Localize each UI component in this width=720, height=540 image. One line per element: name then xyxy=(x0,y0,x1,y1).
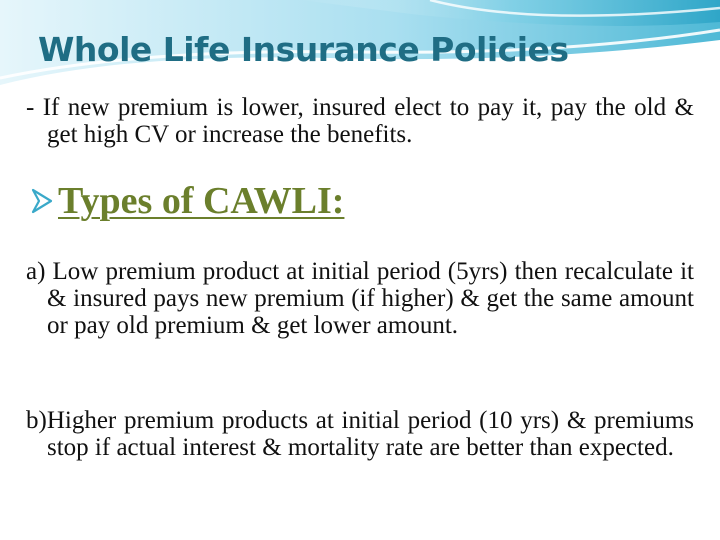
section-heading xyxy=(30,179,344,223)
slide-title: Whole Life Insurance Policies xyxy=(38,30,569,69)
list-item-b: b)Higher premium products at initial period (10 yrs) & premiums stop if actual interest & mortality rate are better than expected. xyxy=(26,407,694,461)
arrow-bullet-icon xyxy=(30,188,54,214)
intro-text: - If new premium is lower, insured elect to pay it, pay the old & get high CV or increase the benefits. xyxy=(26,94,694,148)
section-heading-label: Types of CAWLI: xyxy=(58,180,345,222)
list-item-a: a) Low premium product at initial period (5yrs) then recalculate it & insured pays new premium (if higher) & get the same amount or pay old premium & get lower amount. xyxy=(26,258,694,339)
